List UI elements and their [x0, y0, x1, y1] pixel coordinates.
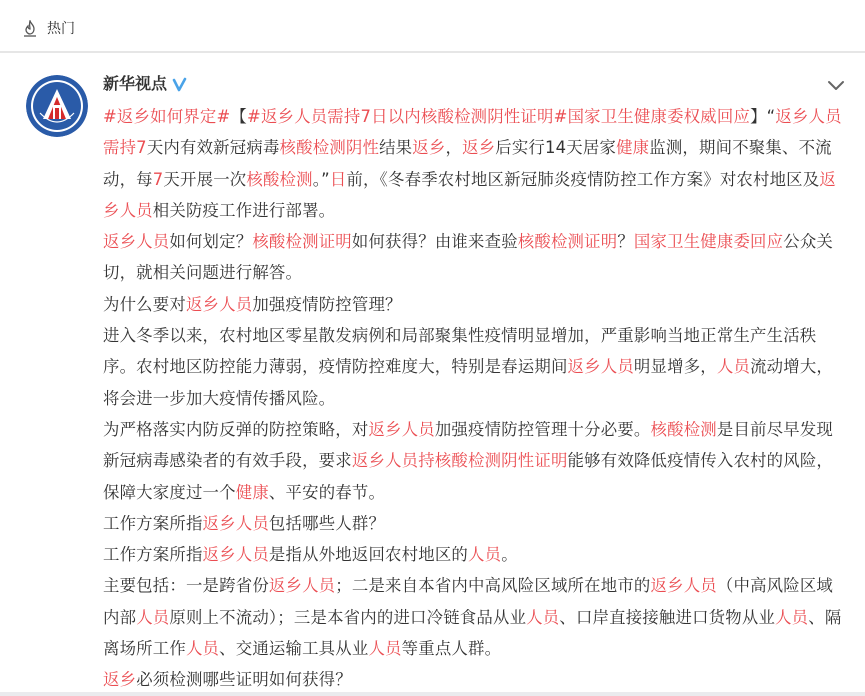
highlight-text: 返乡人员需持7 [103, 107, 842, 158]
highlight-text: 核酸检测证明 [252, 232, 352, 252]
highlight-text: 人员 [526, 607, 560, 627]
post-card [0, 52, 865, 692]
body-text: 加强疫情防控管理？ [252, 294, 402, 314]
highlight-text: 核酸检测 [246, 169, 313, 189]
post-paragraph [103, 664, 843, 695]
highlight-text: 返乡人员持核酸检测阴性证明 [351, 451, 568, 471]
verified-badge-icon [171, 76, 188, 93]
highlight-text: 返乡人员 [268, 576, 336, 596]
body-text: 、隔离场所工作 [103, 607, 842, 659]
topic-link[interactable]: #返乡如何界定# [103, 107, 231, 126]
highlight-text: 返乡 [412, 138, 446, 158]
author-row [103, 73, 188, 95]
body-text: 【 [230, 107, 248, 126]
body-text: ？ [617, 232, 634, 252]
highlight-text: 返乡人员 [650, 576, 717, 596]
post-paragraph [103, 226, 843, 289]
body-text: 是指从外地返回农村地区的 [268, 545, 469, 565]
body-text: 结果 [379, 138, 413, 158]
body-text: 前，《冬春季农村地区新冠肺炎疫情防控工作方案》对农村地区及 [346, 169, 820, 189]
fire-icon [22, 20, 38, 38]
body-text: 工作方案所指 [103, 513, 203, 533]
body-text: 、口岸直接接触进口货物从业 [559, 607, 776, 627]
body-text: 后实行14天居家 [495, 138, 617, 158]
highlight-text: 返乡 [462, 138, 496, 158]
topic-link[interactable]: #返乡人员需持7日以内核酸检测阴性证明# [247, 107, 568, 126]
author-name[interactable]: 新华视点 [103, 74, 168, 93]
post-paragraph [103, 508, 843, 539]
body-text: 为严格落实内防反弹的防控策略，对 [103, 419, 369, 439]
highlight-text: 人员 [136, 607, 170, 627]
body-text: 原则上不流动）；三是本省内的进口冷链食品从业 [169, 607, 527, 627]
post-paragraph [103, 289, 843, 320]
body-text: 为什么要对 [103, 294, 186, 314]
body-text: 能够有效降低疫情传入农村的风险，保障大家度过一个 [103, 451, 833, 502]
body-text: （中高风险区域内部 [103, 576, 834, 627]
highlight-text: 人员 [716, 357, 751, 377]
highlight-text: 核酸检测证明 [517, 232, 618, 252]
body-text: 监测，期间不聚集、不流动，每 [103, 138, 832, 189]
top-bar [0, 0, 865, 52]
body-text: 如何划定？ [169, 232, 253, 252]
body-text: 流动增大，将会进一步加大疫情传播风险。 [103, 357, 834, 408]
body-text: 公众关切，就相关问题进行解答。 [103, 232, 834, 283]
body-text: 。 [501, 545, 518, 565]
body-text: 相关防疫工作进行部署。 [152, 200, 336, 220]
highlight-text: 返乡人员 [103, 169, 836, 220]
highlight-text: 人员 [468, 545, 502, 565]
highlight-text: 返乡人员 [202, 545, 269, 565]
page-title: 热门 [47, 21, 75, 37]
body-text: ；二是来自本省内中高风险区域所在地市的 [335, 576, 651, 596]
highlight-text: 返乡人员 [567, 357, 634, 377]
body-text: 进入冬季以来，农村地区零星散发病例和局部聚集性疫情明显增加，严重影响当地正常生产生活秩序。农村地区防控能力薄弱，疫情防控难度大，特别是春运期间 [103, 326, 817, 377]
body-text: 包括哪些人群？ [268, 513, 386, 533]
post-paragraph [103, 320, 843, 414]
post-body [103, 101, 843, 696]
body-text: ， [445, 138, 463, 158]
highlight-text: 返乡人员 [202, 513, 269, 533]
highlight-text: 健康 [616, 138, 650, 158]
highlight-text: 返乡人员 [185, 294, 253, 314]
post-paragraph [103, 570, 843, 664]
highlight-text: 核酸检测阴性 [279, 138, 380, 158]
highlight-text: 返乡人员 [103, 232, 170, 252]
highlight-text: 健康 [235, 482, 269, 502]
chevron-down-icon[interactable] [827, 79, 845, 91]
body-text: 加强疫情防控管理十分必要。 [434, 419, 651, 439]
highlight-text: 核酸检测 [650, 419, 717, 439]
highlight-text: 人员 [775, 607, 809, 627]
body-text: 工作方案所指 [103, 545, 203, 565]
body-text: 明显增多， [633, 357, 717, 377]
body-text: 主要包括：一是跨省份 [103, 576, 269, 596]
body-text: 、交通运输工具从业 [219, 639, 369, 659]
xinhua-logo-icon [26, 75, 88, 137]
body-text: 是目前尽早发现新冠病毒感染者的有效手段，要求 [103, 419, 834, 471]
avatar[interactable] [26, 75, 88, 137]
body-text: 】“ [750, 107, 776, 126]
body-text: 。” [312, 169, 330, 189]
highlight-text: 人员 [368, 639, 402, 659]
body-text: 天开展一次 [163, 169, 247, 189]
body-text: 必须检测哪些证明如何获得？ [136, 670, 352, 690]
body-text: 如何获得？由谁来查验 [351, 232, 518, 252]
highlight-text: 返乡 [103, 670, 137, 690]
post-paragraph [103, 101, 843, 226]
topic-link[interactable]: 国家卫生健康委权威回应 [567, 107, 751, 126]
post-paragraph [103, 539, 843, 570]
highlight-text: 人员 [185, 639, 220, 659]
highlight-text: 日 [329, 169, 347, 189]
body-text: 等重点人群。 [401, 639, 502, 659]
highlight-text: 返乡人员 [368, 419, 435, 439]
body-text: 天内有效新冠病毒 [146, 138, 280, 158]
highlight-text: 7 [152, 169, 164, 189]
post-paragraph [103, 414, 843, 508]
highlight-text: 国家卫生健康委回应 [633, 232, 784, 252]
body-text: 、平安的春节。 [268, 482, 386, 502]
